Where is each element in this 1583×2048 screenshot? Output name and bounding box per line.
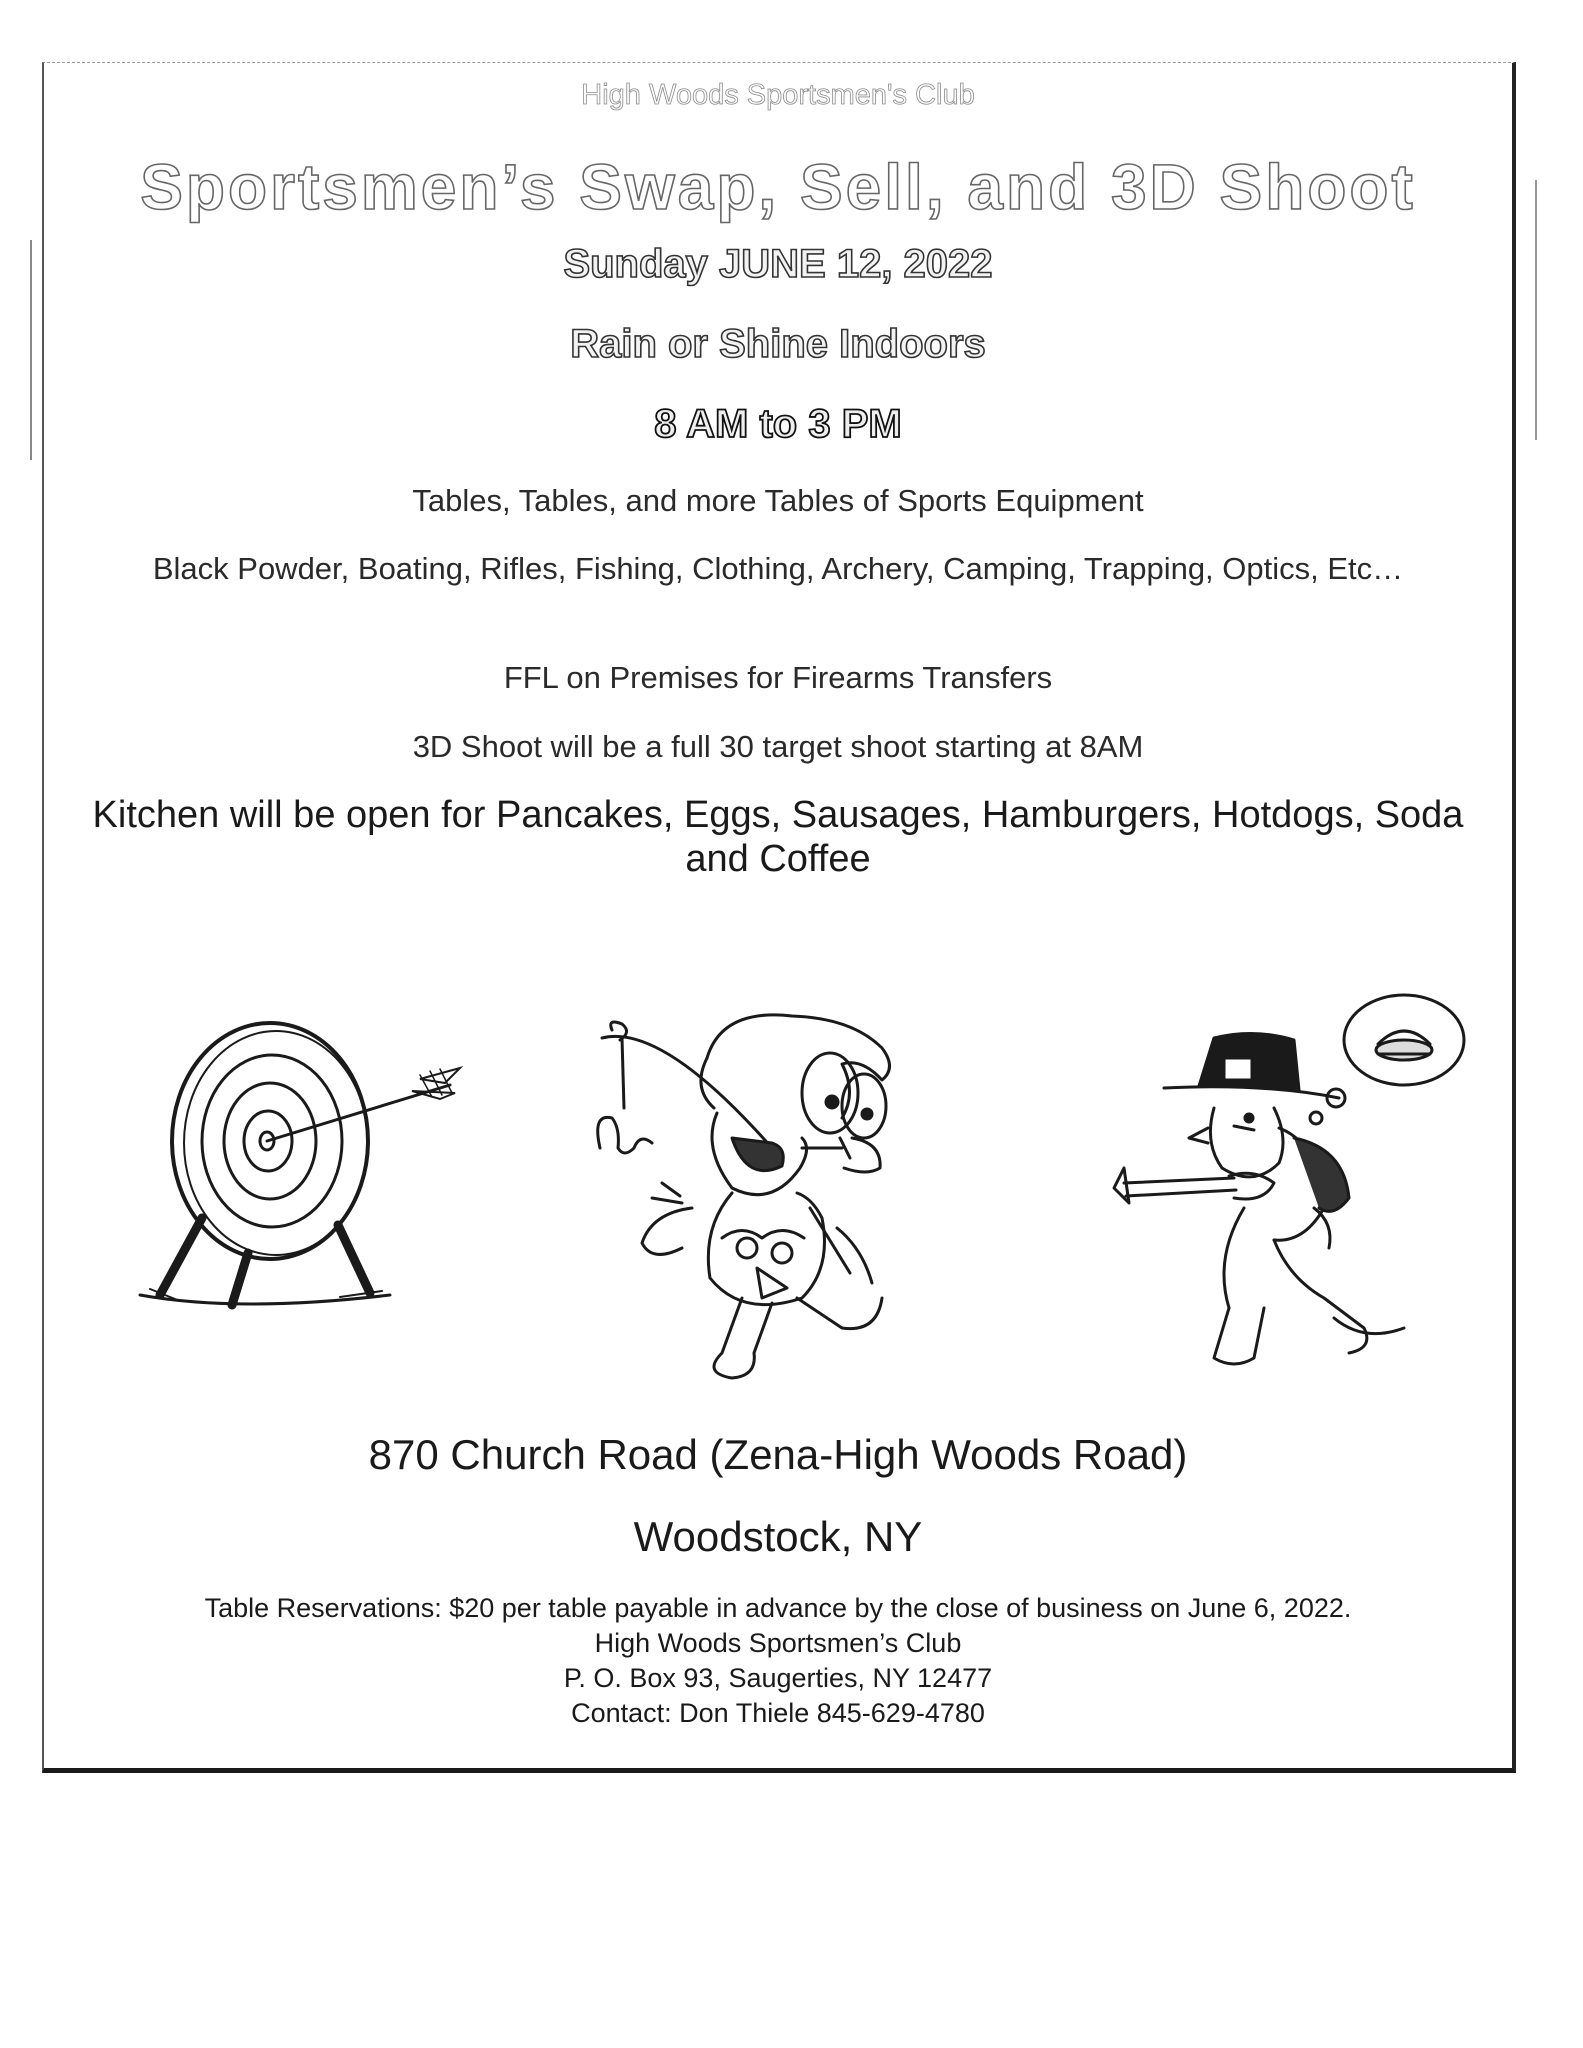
scan-artifact [1535,180,1537,440]
ffl-note: FFL on Premises for Firearms Transfers [503,660,1053,695]
address-line-2: Woodstock, NY [633,1513,923,1560]
archery-target-icon [120,1013,490,1313]
event-title: Sportsmen’s Swap, Sell, and 3D Shoot [140,151,1416,223]
club-name: High Woods Sportsmen’s Club [594,1628,962,1659]
mailing-address: P. O. Box 93, Saugerties, NY 12477 [563,1663,993,1694]
club-name-header: High Woods Sportsmen's Club [581,79,975,111]
equipment-categories: Black Powder, Boating, Rifles, Fishing, Clothing, Archery, Camping, Trapping, Optics, Etc… [152,551,1404,586]
event-hours: 8 AM to 3 PM [654,402,902,446]
reservation-info [44,1591,1512,1731]
scan-artifact [30,240,32,460]
contact-info: Contact: Don Thiele 845-629-4780 [571,1698,985,1729]
boy-fishing-icon [582,998,982,1393]
address-line-1: 870 Church Road (Zena-High Woods Road) [368,1431,1188,1478]
event-date: Sunday JUNE 12, 2022 [563,242,993,286]
weather-note: Rain or Shine Indoors [570,322,986,366]
pilgrim-hunter-icon [1104,978,1524,1378]
shoot-note: 3D Shoot will be a full 30 target shoot starting at 8AM [412,729,1144,764]
kitchen-note: Kitchen will be open for Pancakes, Eggs, Sausages, Hamburgers, Hotdogs, Soda and Coffee [92,794,1464,880]
reservation-terms: Table Reservations: $20 per table payable in advance by the close of business on June 6, 2022. [204,1593,1352,1623]
tables-line: Tables, Tables, and more Tables of Sports Equipment [412,483,1144,518]
flyer-frame [42,62,1516,1773]
